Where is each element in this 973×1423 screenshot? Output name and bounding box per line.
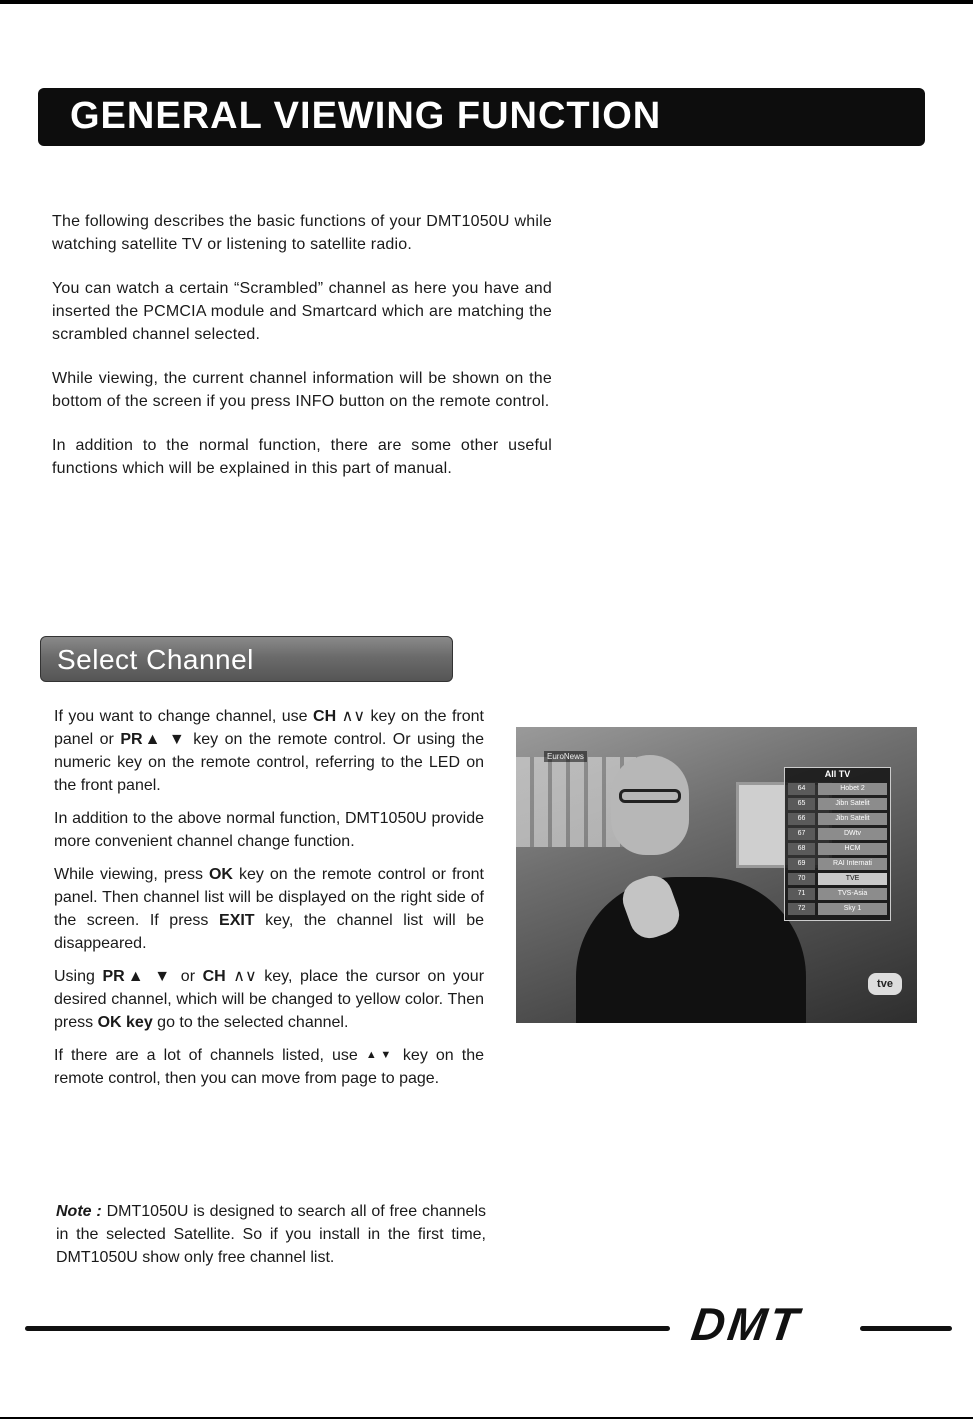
paragraph-convenient: In addition to the above normal function, DMT1050U provide more convenient channel change function. — [54, 810, 484, 850]
channel-list-header: All TV — [824, 769, 851, 779]
footer-rule-right — [860, 1326, 952, 1331]
tv-screenshot — [516, 727, 917, 1023]
channel-logo-bug: tve — [868, 973, 902, 995]
intro-paragraph: In addition to the normal function, there are some other useful functions which will be explained in this part of manual. — [52, 437, 552, 477]
channel-row: 64 Hobet 2 — [788, 783, 887, 796]
channel-row: 66 Jibn Satelit — [788, 813, 887, 826]
channel-row-selected: 70 TVE — [788, 873, 887, 886]
note-label: Note : — [56, 1203, 102, 1220]
paragraph-ok-key: While viewing, press OK key on the remote control or front panel. Then channel list will be displayed on the right side of the screen. If press EXIT key, the channel list will be disappeared. — [54, 866, 485, 952]
page-title-bar — [38, 88, 925, 146]
channel-row: 69 RAI Internati — [788, 858, 887, 871]
paragraph-cursor: Using PR▲ ▼ or CH ∧∨ key, place the cursor on your desired channel, which will be changed to yellow color. Then press OK key go to the selected channel. — [54, 968, 485, 1031]
paragraph-change-channel: If you want to change channel, use CH ∧∨ key on the front panel or PR▲ ▼ key on the remote control. Or using the numeric key on the remote control, referring to the LED on the front panel. — [54, 708, 485, 794]
bottom-rule — [0, 1417, 973, 1419]
channel-row: 71 TVS-Asia — [788, 888, 887, 901]
page-title: GENERAL VIEWING FUNCTION — [70, 95, 662, 137]
paragraph-page-keys: If there are a lot of channels listed, use ▲▼ key on the remote control, then you can move from page to page. — [54, 1047, 484, 1087]
tv-caption: EuroNews — [544, 751, 587, 762]
section-title: Select Channel — [57, 644, 254, 675]
channel-row: 67 DWtv — [788, 828, 887, 841]
top-rule — [0, 0, 973, 4]
intro-paragraph: The following describes the basic functions of your DMT1050U while watching satellite TV or listening to satellite radio. — [52, 213, 552, 253]
select-channel-text — [54, 705, 484, 1100]
intro-paragraph: While viewing, the current channel information will be shown on the bottom of the screen if you press INFO button on the remote control. — [52, 370, 552, 410]
presenter-glasses — [619, 789, 681, 803]
brand-logo: DMT — [688, 1298, 805, 1350]
presenter-head — [611, 755, 689, 855]
channel-row: 72 Sky 1 — [788, 903, 887, 916]
channel-list-overlay — [784, 767, 891, 921]
footer-rule-left — [25, 1326, 670, 1331]
intro-paragraph: You can watch a certain “Scrambled” channel as here you have and inserted the PCMCIA module and Smartcard which are matching the scrambled channel selected. — [52, 280, 552, 343]
section-title-bar — [40, 636, 453, 682]
page-up-down-icon: ▲▼ — [365, 1049, 395, 1061]
channel-row: 68 HCM — [788, 843, 887, 856]
channel-row: 65 Jibn Satelit — [788, 798, 887, 811]
intro-text — [52, 210, 552, 501]
note-block — [56, 1200, 486, 1269]
note-text: DMT1050U is designed to search all of free channels in the selected Satellite. So if you install in the first time, DMT1050U show only free channel list. — [56, 1203, 486, 1266]
